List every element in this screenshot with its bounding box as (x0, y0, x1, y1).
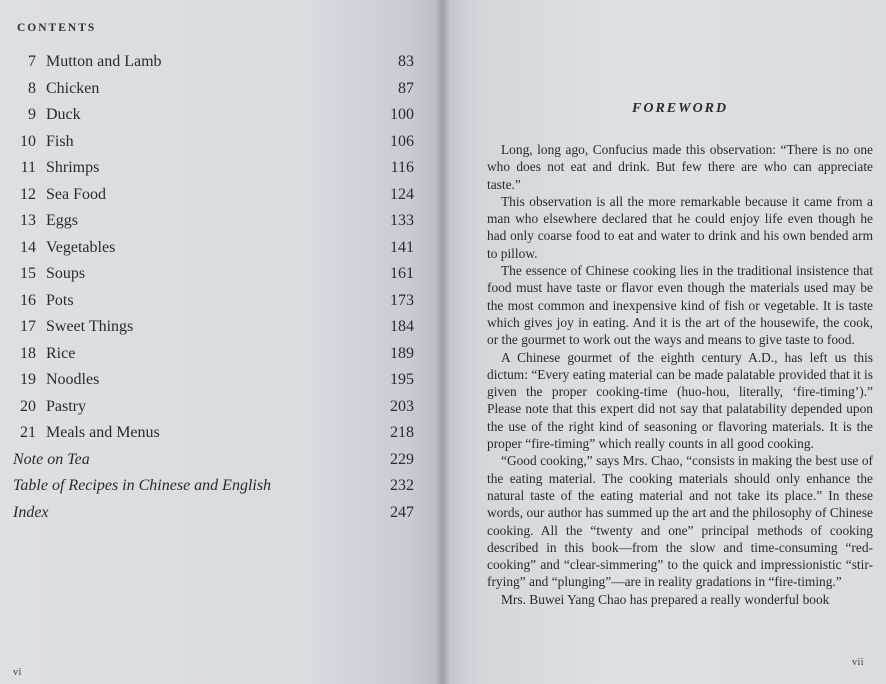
toc-chapter-title: Vegetables (46, 238, 116, 256)
toc-chapter-number: 17 (20, 318, 36, 335)
toc-chapter-title: Table of Recipes in Chinese and English (13, 477, 272, 494)
toc-chapter-title: Mutton and Lamb (46, 53, 162, 70)
toc-chapter-title: Eggs (46, 212, 78, 229)
toc-chapter-title: Sea Food (46, 185, 106, 203)
toc-chapter-title: Shrimps (46, 159, 100, 176)
toc-chapter-title: Meals and Menus (46, 424, 160, 441)
toc-chapter-title: Chicken (46, 79, 100, 97)
toc-page-number: 195 (390, 371, 414, 388)
toc-chapter-title: Pots (46, 291, 74, 309)
foreword-paragraph: This observation is all the more remarkable because it came from a man who elsewhere declared that he could enjoy life even though he had only coarse food to eat and water to drink and his own bended arm to pillow. (487, 193, 873, 261)
toc-page-number: 100 (390, 106, 414, 123)
toc-chapter-title: Index (13, 503, 49, 521)
toc-entry (0, 76, 442, 103)
toc-chapter-title: Sweet Things (46, 318, 134, 335)
toc-entry (0, 420, 442, 447)
toc-entry (0, 208, 442, 235)
toc-page-number: 247 (390, 503, 414, 521)
toc-chapter-number: 20 (20, 397, 36, 415)
toc-page-number: 83 (398, 53, 414, 70)
toc-chapter-number: 12 (20, 185, 36, 203)
toc-chapter-title: Noodles (46, 371, 100, 388)
toc-entry (0, 500, 442, 527)
toc-chapter-number: 18 (20, 344, 36, 362)
toc-entry (0, 447, 442, 474)
toc-page-number: 124 (390, 185, 414, 203)
toc-page-number: 106 (390, 132, 414, 150)
toc-page-number: 87 (398, 79, 414, 97)
toc-page-number: 133 (390, 212, 414, 229)
toc-chapter-number: 11 (20, 159, 36, 176)
toc-entry (0, 341, 442, 368)
toc-chapter-number: 13 (20, 212, 36, 229)
toc-chapter-number: 21 (20, 424, 36, 441)
toc-chapter-number: 10 (20, 132, 36, 150)
book-gutter (436, 0, 450, 684)
foreword-paragraph: Mrs. Buwei Yang Chao has prepared a really wonderful book (501, 591, 830, 607)
toc-entry (0, 367, 442, 394)
foreword-body (487, 141, 873, 608)
foreword-page (442, 0, 886, 684)
toc-entry (0, 155, 442, 182)
toc-page-number: 116 (390, 159, 414, 176)
page-number-right: vii (851, 657, 864, 668)
toc-chapter-title: Soups (46, 265, 86, 282)
toc-page-number: 229 (390, 450, 414, 468)
toc-chapter-number: 14 (20, 238, 36, 256)
toc-chapter-title: Pastry (46, 397, 86, 415)
toc-chapter-title: Rice (46, 344, 76, 362)
toc-entry (0, 102, 442, 129)
toc-chapter-number: 7 (28, 53, 36, 70)
foreword-title: FOREWORD (632, 101, 729, 116)
toc-page-number: 173 (390, 291, 414, 309)
toc-entry (0, 182, 442, 209)
toc-chapter-number: 16 (20, 291, 36, 309)
toc-chapter-title: Note on Tea (13, 450, 90, 468)
running-head: CONTENTS (17, 22, 97, 34)
toc-chapter-number: 9 (28, 106, 36, 123)
page-number-left: vi (13, 667, 22, 678)
toc-entry (0, 235, 442, 262)
toc-page-number: 161 (390, 265, 414, 282)
contents-page (0, 0, 442, 684)
toc-chapter-title: Fish (46, 132, 74, 150)
toc-page-number: 218 (390, 424, 414, 441)
foreword-paragraph: Long, long ago, Confucius made this observation: “There is no one who does not eat and drink. But few there are who can appreciate taste.” (487, 142, 873, 192)
toc-page-number: 189 (390, 344, 414, 362)
toc-chapter-title: Duck (46, 106, 81, 123)
foreword-paragraph: A Chinese gourmet of the eighth century A.D., has left us this dictum: “Every eating material can be made palatable provided that it is given the proper cooking-time (huo-hou, literally, ‘fire-timing’).” Please note that this expert did not say that palatability depended upon the use of the right kind of seasoning or flavoring materials. It is the proper “fire-timing” which really counts in all good cooking. (487, 349, 873, 452)
toc-chapter-number: 8 (28, 79, 36, 97)
toc-chapter-number: 19 (20, 371, 36, 388)
toc-entry (0, 49, 442, 76)
toc-page-number: 141 (390, 238, 414, 256)
toc-page-number: 184 (390, 318, 414, 335)
toc-entry (0, 129, 442, 156)
toc-entry (0, 288, 442, 315)
toc-chapter-number: 15 (20, 265, 36, 282)
foreword-paragraph: The essence of Chinese cooking lies in the traditional insistence that food must have taste or flavor even though the materials used may be the most common and inexpensive kind of fish or vegetable. It is taste which gives joy in eating. And it is the art of the housewife, the cook, or the gourmet to work out the ways and means to give taste to food. (487, 263, 873, 348)
toc-entry (0, 261, 442, 288)
foreword-paragraph: “Good cooking,” says Mrs. Chao, “consists in making the best use of the eating material. The cooking materials should only enhance the natural taste of the eating material and not take its place.” In these words, our author has summed up the art and the philosophy of Chinese cooking. All the “twenty and one” principal methods of cooking described in this book—from the slow and time-consuming “red-cooking” and “clear-simmering” to the quick and impressionistic “stir-frying” and “plunging”—are in reality gradations in “fire-timing.” (487, 453, 873, 590)
toc-page-number: 203 (390, 397, 414, 415)
table-of-contents (0, 49, 442, 526)
toc-entry (0, 394, 442, 421)
toc-page-number: 232 (390, 477, 414, 494)
toc-entry (0, 473, 442, 500)
toc-entry (0, 314, 442, 341)
